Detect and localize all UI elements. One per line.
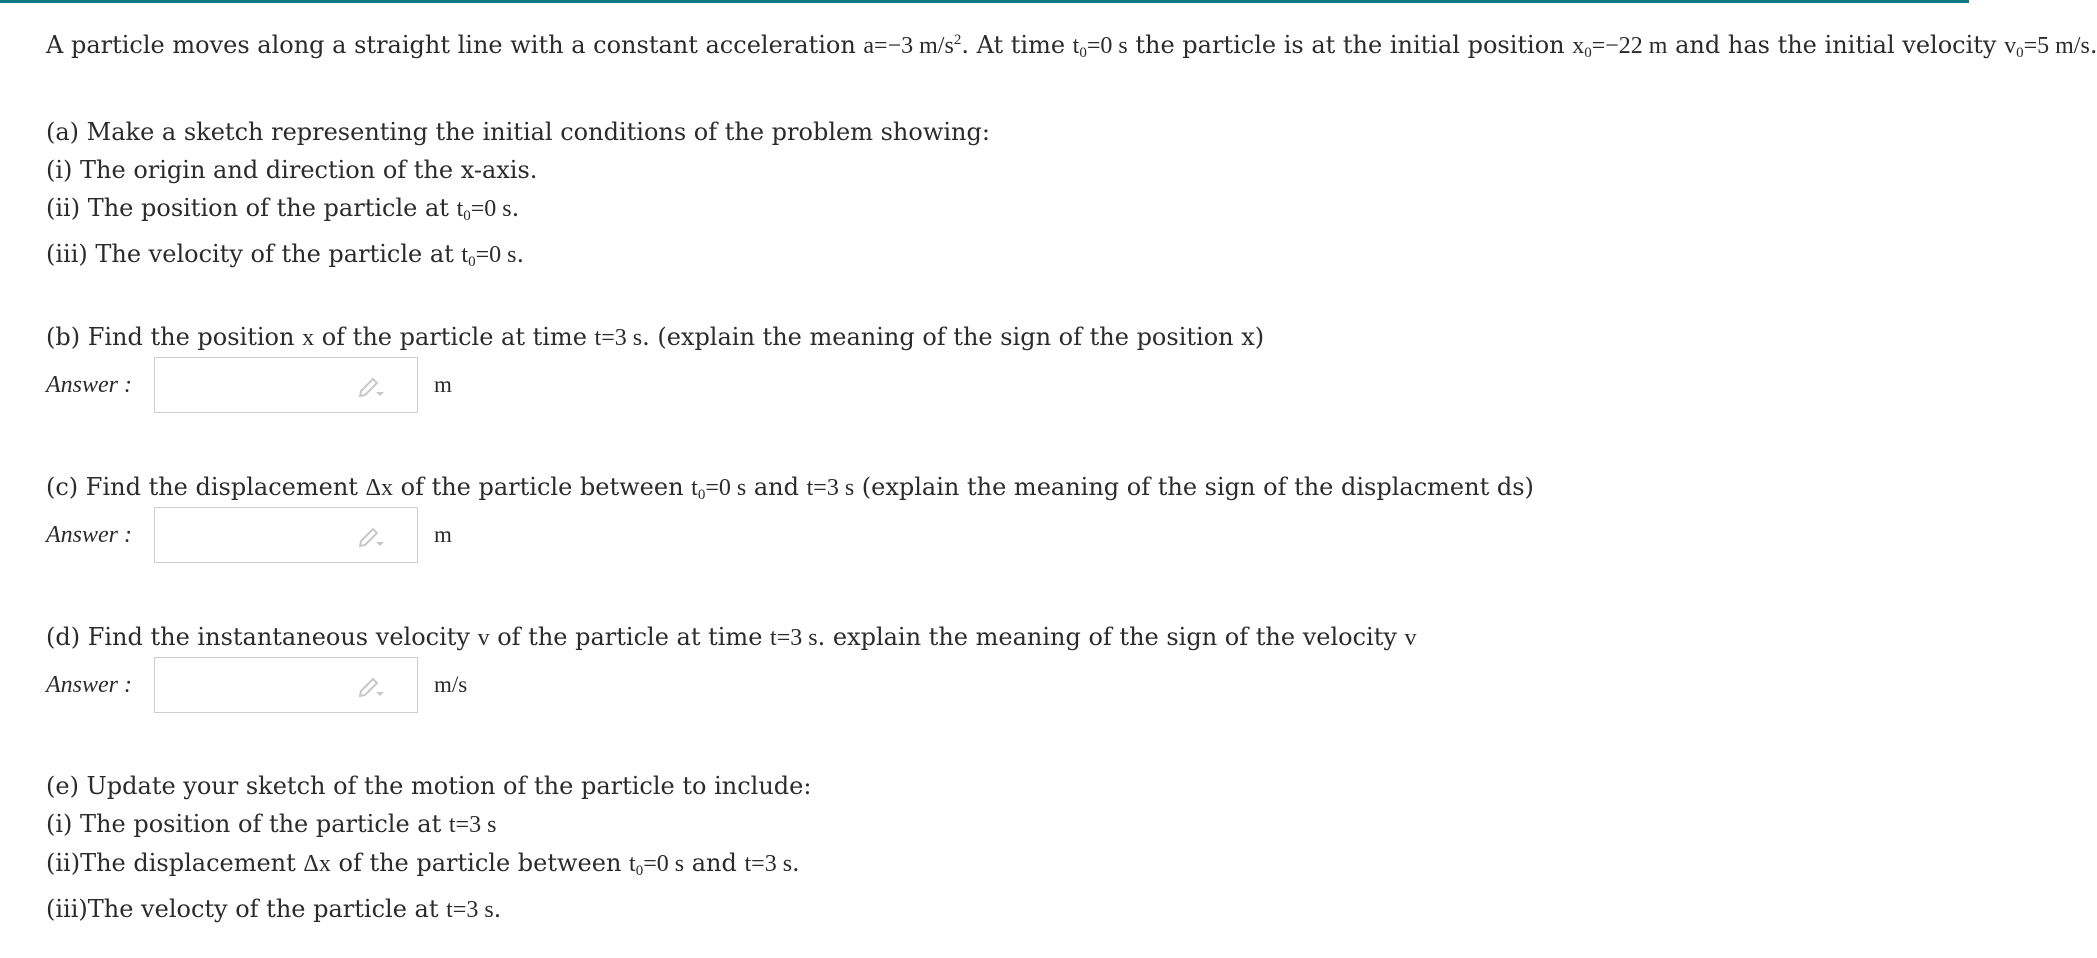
part-a xyxy=(46,113,990,281)
initial-time: $t_0=0$ s xyxy=(1072,33,1128,61)
part-c-question: (c) Find the displacement Δx of the particle between $t_0=0$ s and t=3 s (explain the meaning of the sign of the displacment ds) xyxy=(46,473,1534,503)
part-d-question: (d) Find the instantaneous velocity v of the particle at time t=3 s. explain the meaning of the sign of the velocity v xyxy=(46,623,1417,651)
part-c-unit: m xyxy=(434,522,452,547)
part-d-answer-field[interactable] xyxy=(154,657,418,713)
part-a-line-3: (ii) The position of the particle at $t_0=0$ s. xyxy=(46,194,520,224)
part-d-answer-input[interactable] xyxy=(161,664,355,708)
part-e-line-3: (ii)The displacement Δx of the particle between $t_0=0$ s and t=3 s. xyxy=(46,849,800,879)
part-b-answer-input[interactable] xyxy=(161,364,355,408)
answer-label: Answer : xyxy=(46,521,132,548)
part-e-line-4: (iii)The velocty of the particle at t=3 s. xyxy=(46,895,502,923)
initial-position: $x_0=-22$ m xyxy=(1572,33,1668,61)
part-e-line-2: (i) The position of the particle at t=3 s xyxy=(46,810,497,838)
part-c-answer-row xyxy=(46,506,452,564)
part-a-line-1: (a) Make a sketch representing the initial conditions of the problem showing: xyxy=(46,118,990,146)
part-c-answer-field[interactable] xyxy=(154,507,418,563)
part-e-line-1: (e) Update your sketch of the motion of the particle to include: xyxy=(46,772,812,800)
pencil-dropdown-icon[interactable] xyxy=(357,373,387,399)
part-d-answer-row xyxy=(46,656,467,714)
problem-statement: A particle moves along a straight line with a constant acceleration a=−3 $m/s^2$. At time $t_0=0$ s the particle is at the initial position $x_0=-22$ m and has the initial velocity $v_0=5$ m/s. xyxy=(46,31,2097,61)
answer-label: Answer : xyxy=(46,371,132,398)
initial-velocity: $v_0=5$ m/s xyxy=(2004,33,2090,61)
part-b-answer-row xyxy=(46,356,452,414)
part-e xyxy=(46,767,811,929)
answer-label: Answer : xyxy=(46,671,132,698)
part-b-unit: m xyxy=(434,372,452,397)
acceleration-value: a=−3 $m/s^2$ xyxy=(863,32,962,59)
pencil-dropdown-icon[interactable] xyxy=(357,673,387,699)
part-c-answer-input[interactable] xyxy=(161,514,355,558)
part-a-line-4: (iii) The velocity of the particle at $t_0=0$ s. xyxy=(46,240,525,270)
pencil-dropdown-icon[interactable] xyxy=(357,523,387,549)
part-a-line-2: (i) The origin and direction of the x-axis. xyxy=(46,156,538,184)
part-d-unit: m/s xyxy=(434,672,468,697)
part-b-question: (b) Find the position x of the particle at time t=3 s. (explain the meaning of the sign of the position x) xyxy=(46,323,1265,351)
part-b-answer-field[interactable] xyxy=(154,357,418,413)
